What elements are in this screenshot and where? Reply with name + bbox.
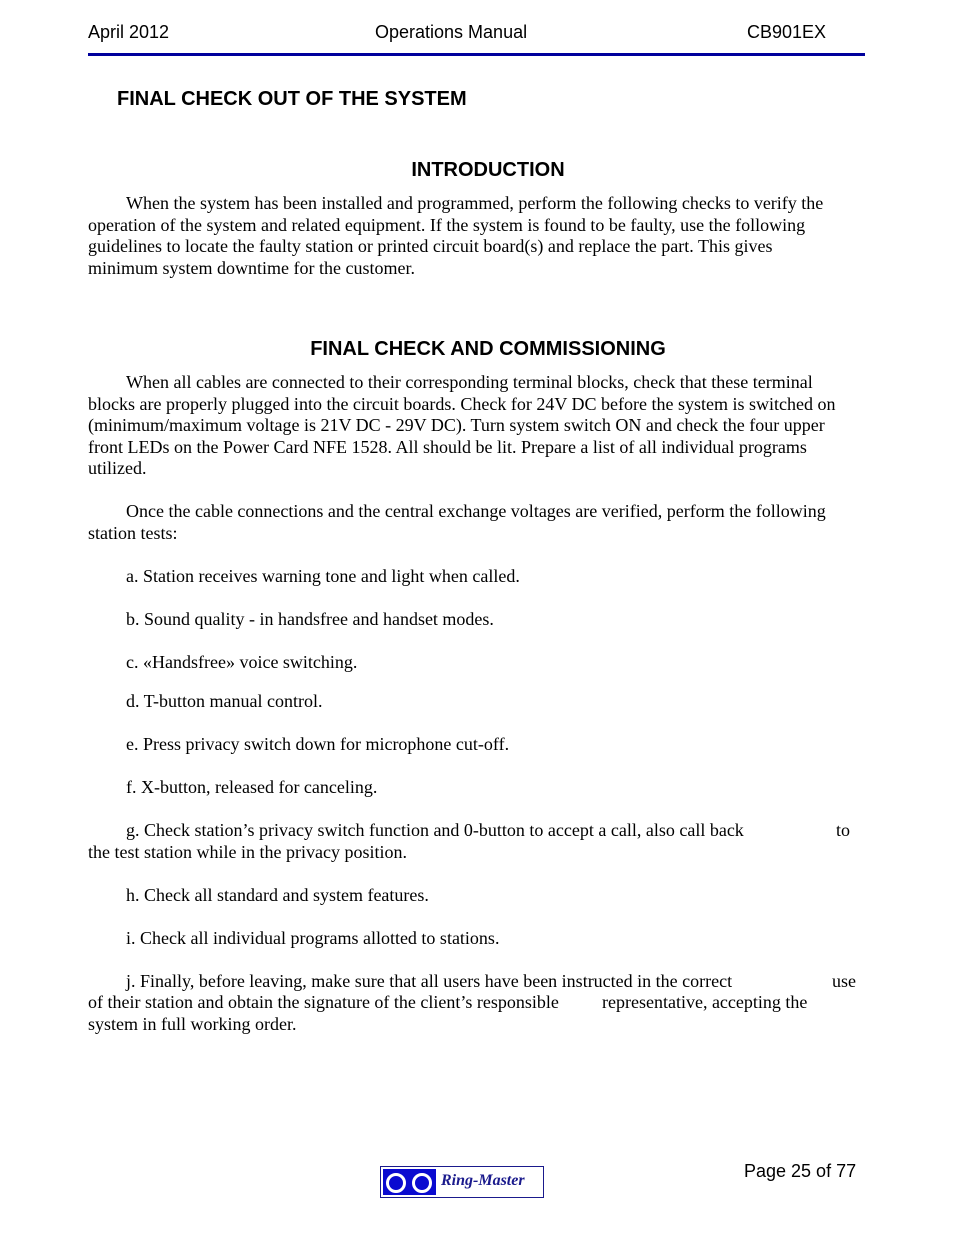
check-item-a: a. Station receives warning tone and light when called. (126, 566, 520, 586)
check-item-g-line-1-end: to (836, 820, 851, 840)
page-number: Page 25 of 77 (744, 1161, 857, 1181)
comm-p2-line-1: Once the cable connections and the central exchange voltages are verified, perform the following (126, 501, 826, 521)
check-item-g-line-1: g. Check station’s privacy switch function and 0-button to accept a call, also call back (126, 820, 744, 840)
check-item-h: h. Check all standard and system features. (126, 885, 429, 905)
commissioning-heading: FINAL CHECK AND COMMISSIONING (310, 338, 666, 360)
check-item-j-line-1-end: use (832, 971, 856, 991)
check-item-c: c. «Handsfree» voice switching. (126, 652, 358, 672)
intro-heading: INTRODUCTION (411, 159, 565, 181)
intro-line-1: When the system has been installed and programmed, perform the following checks to verify the (126, 193, 824, 213)
check-item-e: e. Press privacy switch down for microphone cut-off. (126, 734, 510, 754)
check-item-j-line-2: of their station and obtain the signature of the client’s responsible (88, 992, 559, 1012)
comm-p1-line-2: blocks are properly plugged into the circuit boards. Check for 24V DC before the system is switched on (88, 394, 836, 414)
intro-line-4: minimum system downtime for the customer. (88, 258, 415, 278)
check-item-d: d. T-button manual control. (126, 691, 323, 711)
check-item-b: b. Sound quality - in handsfree and handset modes. (126, 609, 494, 629)
comm-p1-line-4: front LEDs on the Power Card NFE 1528. All should be lit. Prepare a list of all individual programs (88, 437, 807, 457)
check-item-j-line-1: j. Finally, before leaving, make sure that all users have been instructed in the correct (126, 971, 733, 991)
header-title: Operations Manual (375, 22, 528, 42)
header-model: CB901EX (747, 22, 827, 42)
intro-line-3: guidelines to locate the faulty station or printed circuit board(s) and replace the part. This gives (88, 236, 773, 256)
logo-text: Ring-Master (441, 1172, 525, 1189)
main-heading: FINAL CHECK OUT OF THE SYSTEM (117, 88, 467, 110)
check-item-f: f. X-button, released for canceling. (126, 777, 378, 797)
check-item-g-line-2: the test station while in the privacy position. (88, 842, 407, 862)
header-date: April 2012 (88, 22, 170, 42)
comm-p2-line-2: station tests: (88, 523, 178, 543)
comm-p1-line-5: utilized. (88, 458, 147, 478)
ring-master-logo (380, 1166, 544, 1198)
intro-line-2: operation of the system and related equipment. If the system is found to be faulty, use the following (88, 215, 806, 235)
check-item-j-line-2-end: representative, accepting the (602, 992, 808, 1012)
logo-mark (383, 1169, 436, 1195)
logo-ring-icon (386, 1173, 406, 1193)
header-rule (88, 53, 865, 56)
comm-p1-line-1: When all cables are connected to their corresponding terminal blocks, check that these terminal (126, 372, 813, 392)
logo-ring-icon (412, 1173, 432, 1193)
check-item-i: i. Check all individual programs allotted to stations. (126, 928, 500, 948)
comm-p1-line-3: (minimum/maximum voltage is 21V DC - 29V DC). Turn system switch ON and check the four upper (88, 415, 825, 435)
check-item-j-line-3: system in full working order. (88, 1014, 297, 1034)
